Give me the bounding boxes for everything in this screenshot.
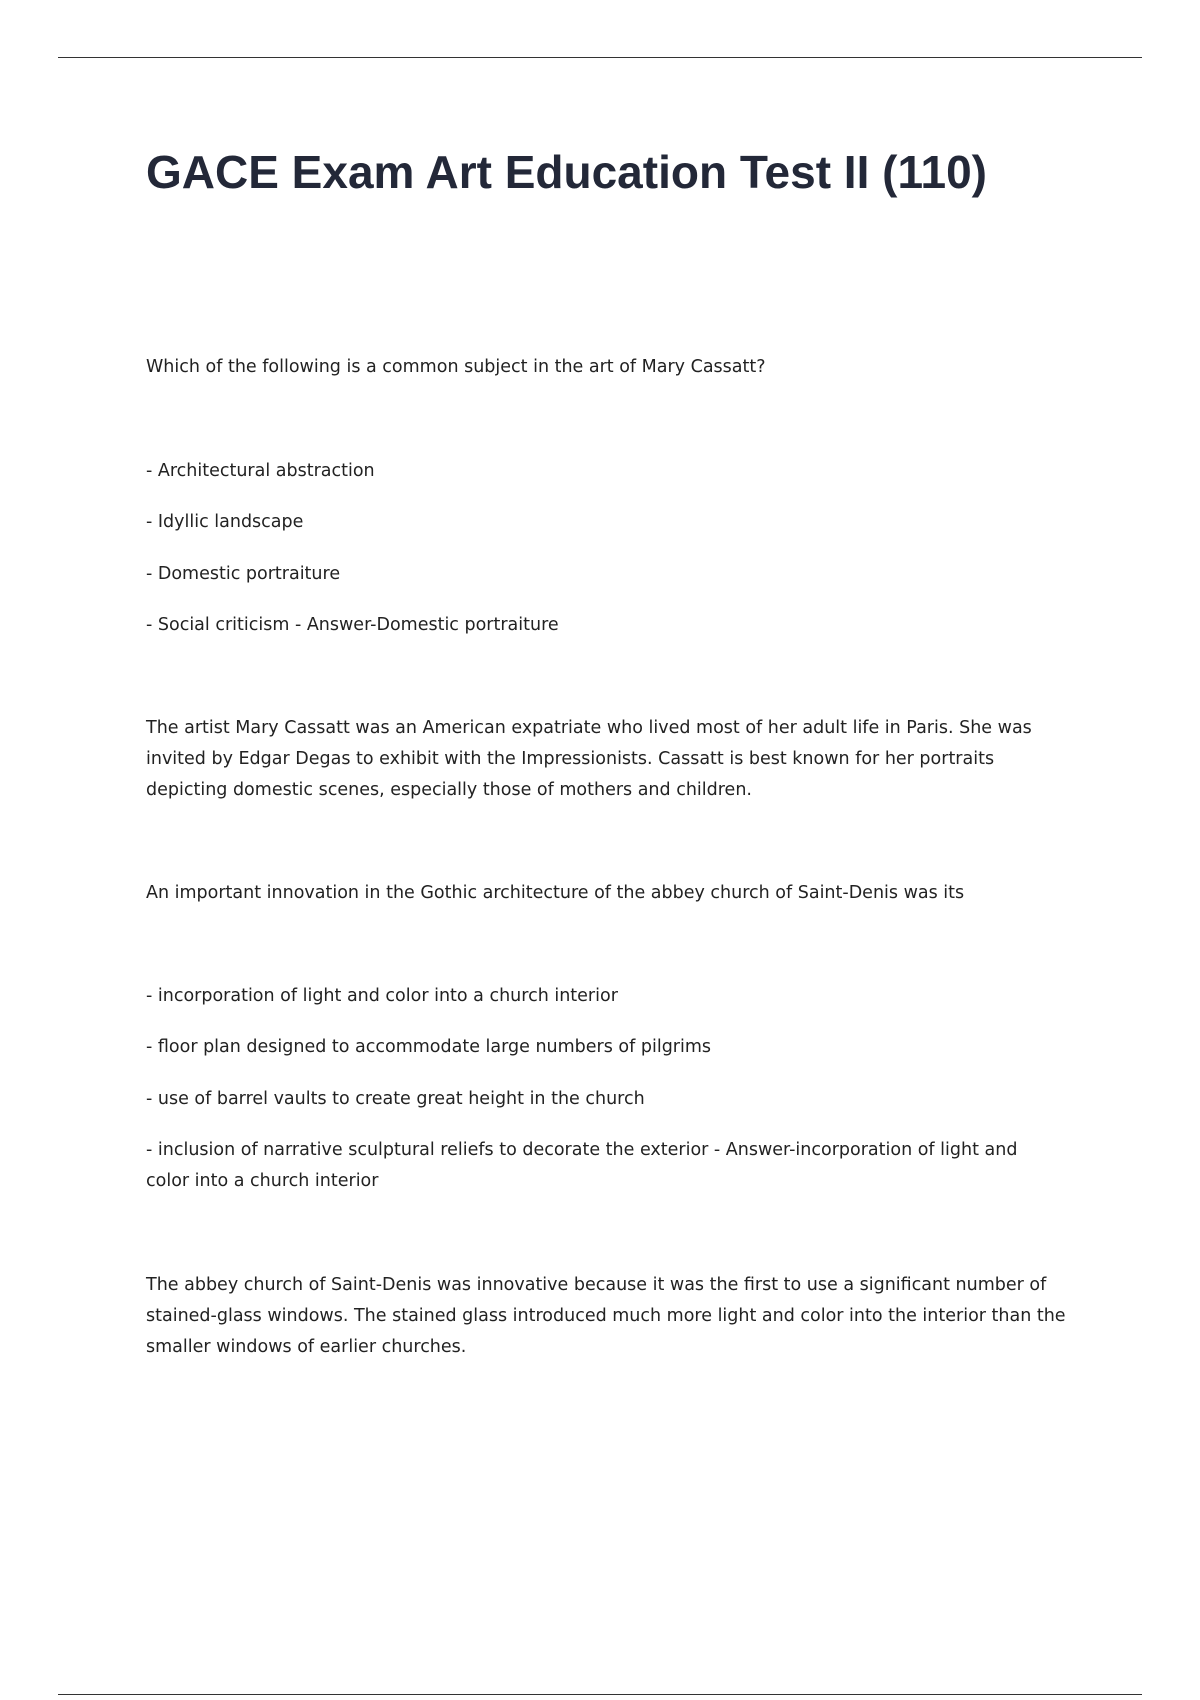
question-2-option: - floor plan designed to accommodate large numbers of pilgrims bbox=[146, 1037, 712, 1057]
question-1-option: - Idyllic landscape bbox=[146, 512, 304, 532]
document-title: GACE Exam Art Education Test II (110) bbox=[146, 146, 987, 198]
explanation-line: The abbey church of Saint-Denis was innovative because it was the first to use a significant number of bbox=[146, 1275, 1047, 1295]
question-1-explanation bbox=[146, 713, 1106, 806]
option-line: - inclusion of narrative sculptural reliefs to decorate the exterior - Answer-incorporation of light and bbox=[146, 1140, 1018, 1160]
question-1-text: Which of the following is a common subject in the art of Mary Cassatt? bbox=[146, 357, 766, 377]
explanation-line: invited by Edgar Degas to exhibit with the Impressionists. Cassatt is best known for her portraits bbox=[146, 749, 995, 769]
question-1-option-answer: - Social criticism - Answer-Domestic portraiture bbox=[146, 615, 559, 635]
question-2-option-answer bbox=[146, 1135, 1106, 1197]
question-2-explanation bbox=[146, 1270, 1106, 1363]
explanation-line: stained-glass windows. The stained glass introduced much more light and color into the interior than the bbox=[146, 1306, 1066, 1326]
explanation-line: depicting domestic scenes, especially those of mothers and children. bbox=[146, 780, 752, 800]
option-line: color into a church interior bbox=[146, 1171, 379, 1191]
footer-rule bbox=[58, 1694, 1142, 1695]
question-2-option: - incorporation of light and color into a church interior bbox=[146, 986, 618, 1006]
explanation-line: smaller windows of earlier churches. bbox=[146, 1337, 467, 1357]
question-2-text: An important innovation in the Gothic architecture of the abbey church of Saint-Denis was its bbox=[146, 883, 965, 903]
header-rule bbox=[58, 57, 1142, 58]
explanation-line: The artist Mary Cassatt was an American expatriate who lived most of her adult life in Paris. She was bbox=[146, 718, 1032, 738]
question-1-option: - Domestic portraiture bbox=[146, 564, 341, 584]
question-2-option: - use of barrel vaults to create great height in the church bbox=[146, 1089, 645, 1109]
question-1-option: - Architectural abstraction bbox=[146, 461, 375, 481]
